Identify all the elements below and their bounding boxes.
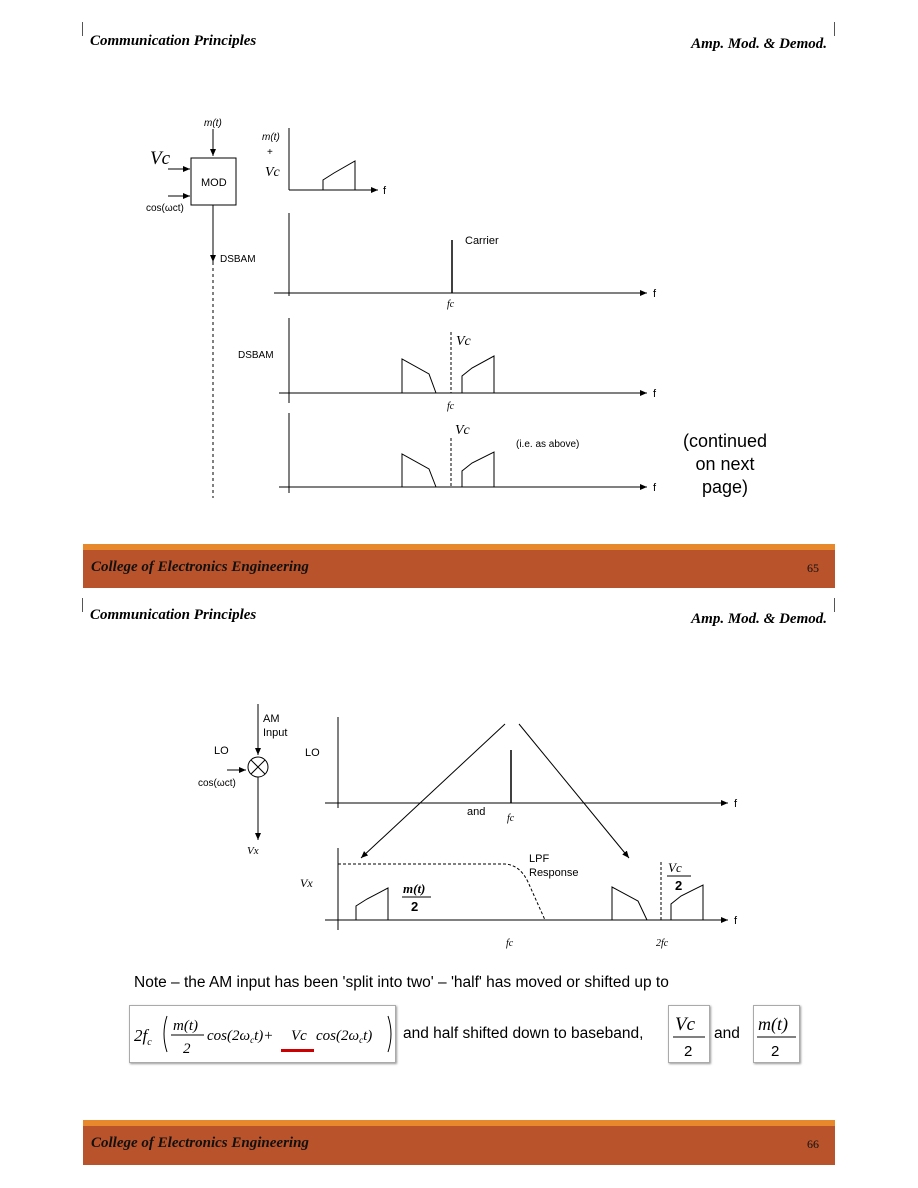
svg-text:Vx: Vx xyxy=(300,876,313,890)
svg-text:2: 2 xyxy=(675,878,683,893)
svg-text:m(t): m(t) xyxy=(173,1018,198,1034)
svg-text:fc: fc xyxy=(447,299,455,310)
svg-text:f: f xyxy=(383,185,387,197)
note-text: Note – the AM input has been 'split into two' – 'half' has moved or shifted up to xyxy=(134,974,669,991)
vc-underline xyxy=(281,1049,314,1052)
header-right: Amp. Mod. & Demod. xyxy=(691,36,827,52)
input-label: m(t) xyxy=(204,118,222,129)
svg-text:Input: Input xyxy=(263,727,288,739)
svg-text:Vx: Vx xyxy=(247,845,259,857)
shift-down-arrow xyxy=(361,724,505,858)
svg-text:m(t): m(t) xyxy=(403,881,426,896)
svg-text:2: 2 xyxy=(183,1041,191,1057)
svg-text:Vc: Vc xyxy=(456,334,471,349)
svg-text:Response: Response xyxy=(529,867,579,879)
page-number: 66 xyxy=(807,1137,819,1151)
svg-text:+: + xyxy=(267,147,273,158)
svg-text:2fc: 2fc xyxy=(656,938,669,949)
svg-text:Vc: Vc xyxy=(265,165,280,180)
svg-text:cos(ωct): cos(ωct) xyxy=(198,778,236,789)
svg-text:(i.e. as above): (i.e. as above) xyxy=(516,439,580,450)
equation-and: and xyxy=(714,1025,740,1042)
baseband-spectrum xyxy=(323,161,355,190)
svg-text:2: 2 xyxy=(684,1043,693,1060)
svg-text:2: 2 xyxy=(771,1043,780,1060)
svg-text:cos(2ωct)+: $\cos(2\omega_ct)+$ xyxy=(207,1028,274,1045)
svg-text:LO: LO xyxy=(305,747,320,759)
carrier-input-label: cos(ωct) xyxy=(146,203,184,214)
lsb xyxy=(402,359,436,393)
equation-box xyxy=(129,1005,396,1063)
svg-text:fc: fc xyxy=(506,938,514,949)
svg-text:fc: fc xyxy=(447,401,455,412)
footer-page-66 xyxy=(83,1120,835,1165)
svg-text:Vc: Vc xyxy=(668,860,682,875)
svg-text:LPF: LPF xyxy=(529,853,550,865)
header-left: Communication Principles xyxy=(90,607,257,623)
svg-text:2: 2 xyxy=(411,899,419,914)
svg-text:Vc: Vc xyxy=(455,423,470,438)
shift-up-arrow xyxy=(519,724,629,858)
svg-text:f: f xyxy=(653,388,657,400)
svg-text:m(t): m(t) xyxy=(758,1014,788,1034)
footer-title: College of Electronics Engineering xyxy=(91,559,309,575)
footer-title: College of Electronics Engineering xyxy=(91,1135,309,1151)
svg-text:Vc: Vc xyxy=(675,1014,696,1035)
svg-text:LO: LO xyxy=(214,745,229,757)
svg-text:m(t): m(t) xyxy=(262,132,280,143)
baseband-spectrum xyxy=(356,888,388,920)
mod-label: MOD xyxy=(201,177,227,189)
svg-text:f: f xyxy=(734,915,738,927)
frac-mt-box xyxy=(753,1005,800,1063)
svg-text:Carrier: Carrier xyxy=(465,235,499,247)
svg-text:and: and xyxy=(467,806,486,818)
equation-suffix: and half shifted down to baseband, xyxy=(403,1025,644,1042)
continued-note: (continued on next page) xyxy=(682,431,768,497)
svg-text:fc: fc xyxy=(507,813,515,824)
footer-page-65 xyxy=(83,544,835,588)
svg-text:f: f xyxy=(653,288,657,300)
lsb-2fc xyxy=(612,887,647,920)
header-left: Communication Principles xyxy=(90,33,257,49)
svg-text:f: f xyxy=(734,798,738,810)
svg-text:f: f xyxy=(653,482,657,494)
vc-label: Vc xyxy=(150,148,171,169)
output-label: DSBAM xyxy=(220,254,256,265)
lpf-response xyxy=(338,864,545,920)
svg-text:DSBAM: DSBAM xyxy=(238,350,274,361)
page-number: 65 xyxy=(807,561,819,575)
frac-vc-box xyxy=(668,1005,710,1063)
usb xyxy=(462,356,494,393)
svg-text:AM: AM xyxy=(263,713,280,725)
svg-text:2fc: $2f_c$ xyxy=(134,1026,152,1048)
svg-text:Vc: Vc xyxy=(291,1028,307,1044)
header-right: Amp. Mod. & Demod. xyxy=(691,611,827,627)
svg-text:cos(2ωct): $\cos(2\omega_ct)$ xyxy=(316,1028,373,1045)
am-demodulation-diagram xyxy=(0,600,918,960)
